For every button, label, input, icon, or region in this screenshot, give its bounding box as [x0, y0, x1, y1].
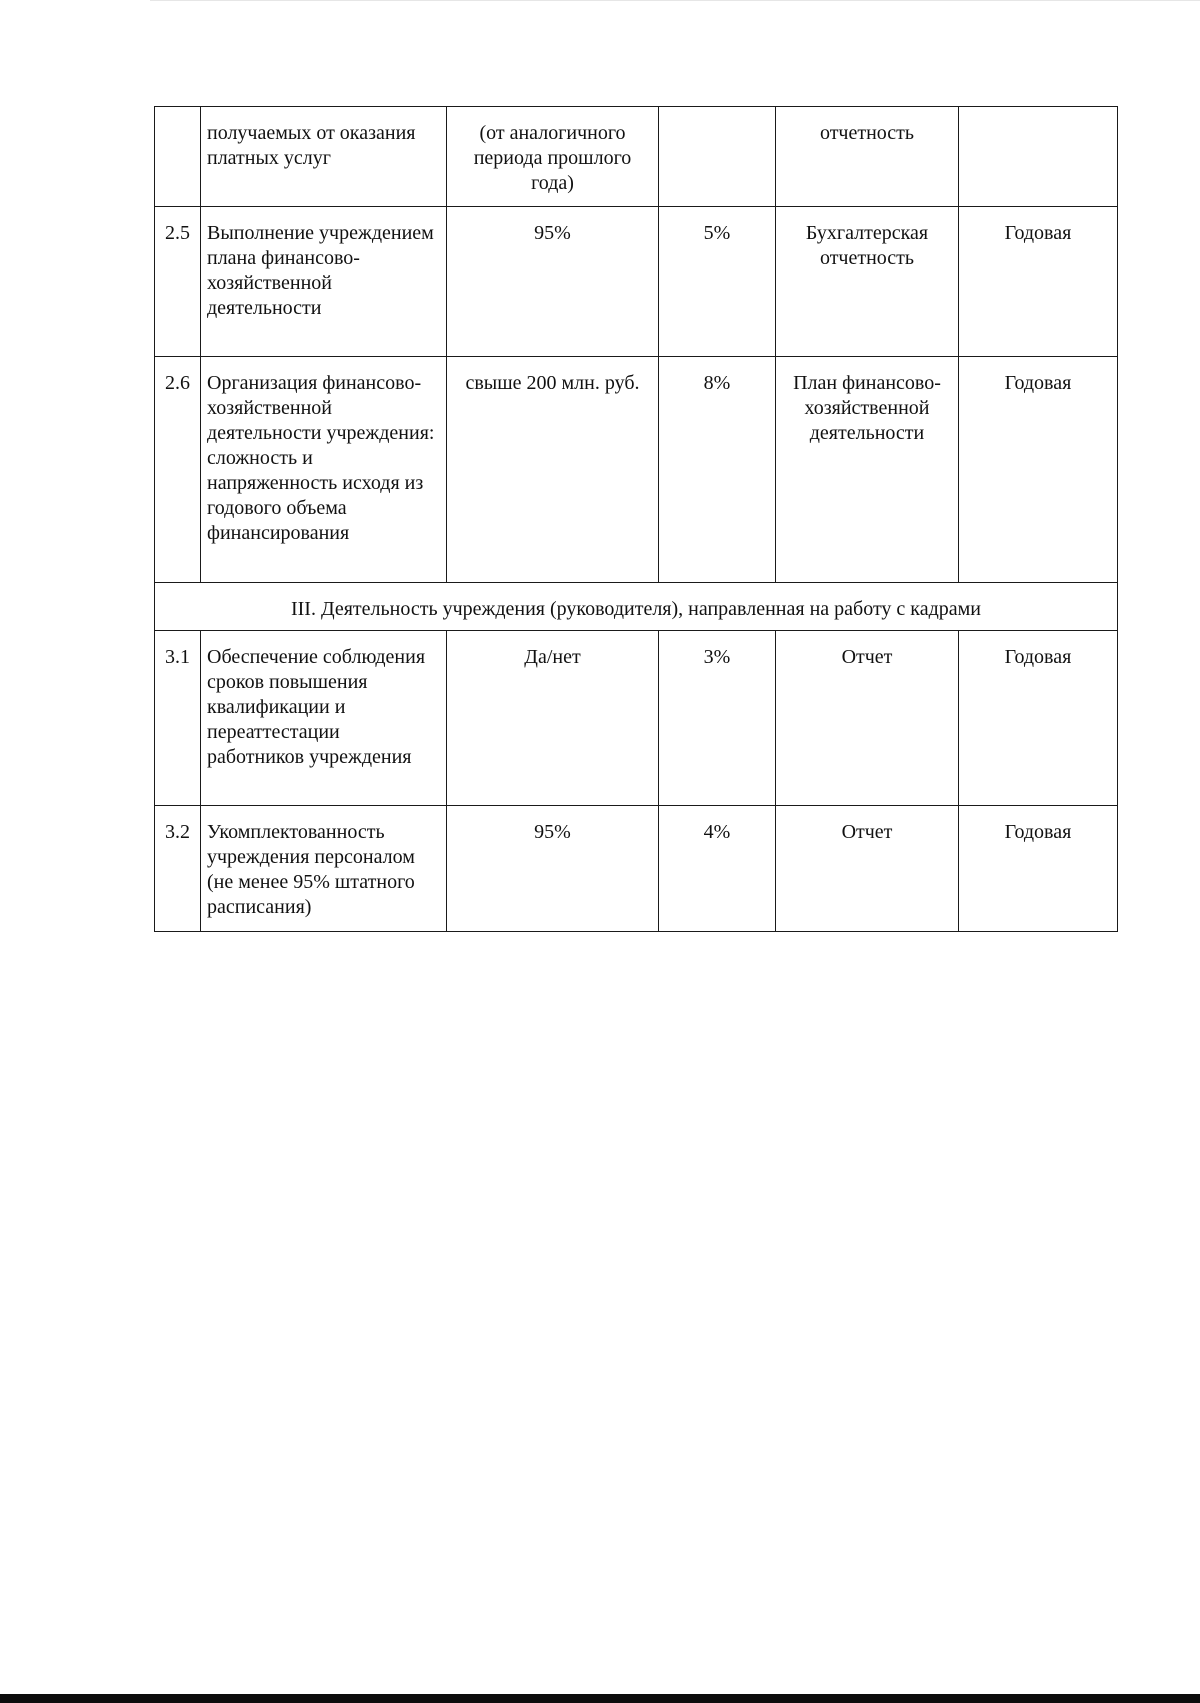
kpi-table	[154, 106, 1118, 932]
indicator-name: Обеспечение соблюдения сроков повышения квалификации и переаттестации работников учреждения	[201, 631, 447, 806]
period: Годовая	[959, 806, 1118, 932]
target-value: 95%	[447, 806, 659, 932]
row-number: 3.2	[155, 806, 201, 932]
table-row	[155, 207, 1118, 357]
target-value: (от аналогичного периода прошлого года)	[447, 107, 659, 207]
section-title: III. Деятельность учреждения (руководителя), направленная на работу с кадрами	[155, 583, 1118, 631]
indicator-name: Укомплектованность учреждения персоналом (не менее 95% штатного расписания)	[201, 806, 447, 932]
row-number	[155, 107, 201, 207]
weight-value: 3%	[659, 631, 776, 806]
row-number: 3.1	[155, 631, 201, 806]
target-value: Да/нет	[447, 631, 659, 806]
row-number: 2.5	[155, 207, 201, 357]
period: Годовая	[959, 631, 1118, 806]
period	[959, 107, 1118, 207]
indicator-name: Организация финансово-хозяйственной деятельности учреждения: сложность и напряженность исходя из годового объема финансирования	[201, 357, 447, 583]
period: Годовая	[959, 207, 1118, 357]
weight-value	[659, 107, 776, 207]
target-value: свыше 200 млн. руб.	[447, 357, 659, 583]
scan-top-edge	[150, 0, 1200, 1]
data-source: Отчет	[776, 631, 959, 806]
indicator-name: получаемых от оказания платных услуг	[201, 107, 447, 207]
row-number: 2.6	[155, 357, 201, 583]
data-source: Отчет	[776, 806, 959, 932]
table-row	[155, 357, 1118, 583]
weight-value: 4%	[659, 806, 776, 932]
table-row	[155, 631, 1118, 806]
weight-value: 8%	[659, 357, 776, 583]
data-source: Бухгалтерская отчетность	[776, 207, 959, 357]
section-header-row	[155, 583, 1118, 631]
weight-value: 5%	[659, 207, 776, 357]
data-source: План финансово-хозяйственной деятельности	[776, 357, 959, 583]
table-row	[155, 806, 1118, 932]
target-value: 95%	[447, 207, 659, 357]
period: Годовая	[959, 357, 1118, 583]
table-row	[155, 107, 1118, 207]
scan-bottom-edge	[0, 1694, 1200, 1703]
indicator-name: Выполнение учреждением плана финансово-хозяйственной деятельности	[201, 207, 447, 357]
data-source: отчетность	[776, 107, 959, 207]
